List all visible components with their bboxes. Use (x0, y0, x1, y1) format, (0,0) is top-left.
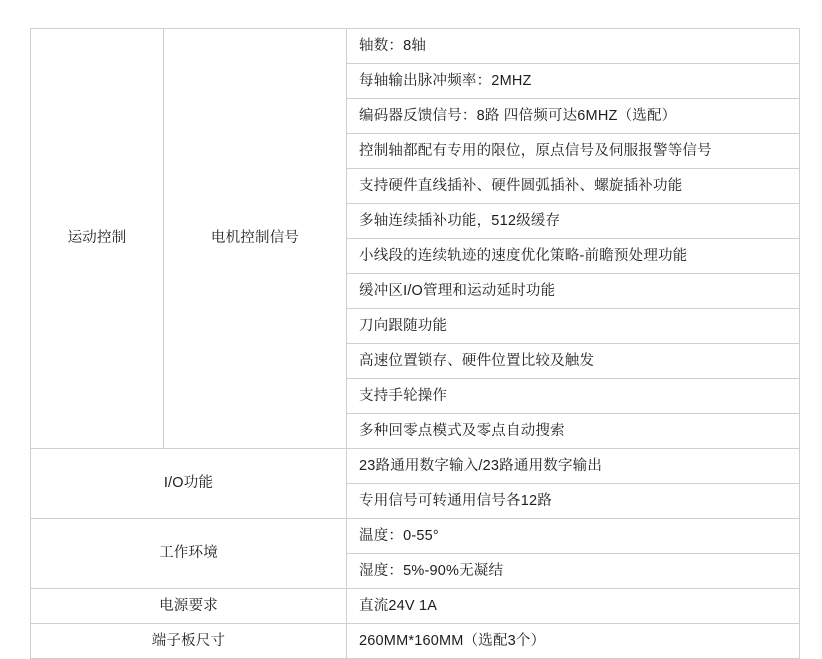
category-cell-io-function: I/O功能 (31, 449, 347, 519)
subcategory-cell-motor-control-signal: 电机控制信号 (164, 29, 347, 449)
spec-item: 控制轴都配有专用的限位，原点信号及伺服报警等信号 (347, 134, 800, 169)
table-row (31, 589, 800, 624)
table-row (31, 29, 800, 64)
specification-table (30, 28, 800, 659)
table-row (31, 624, 800, 659)
spec-item: 260MM*160MM（选配3个） (347, 624, 800, 659)
spec-item: 多种回零点模式及零点自动搜索 (347, 414, 800, 449)
spec-item: 支持手轮操作 (347, 379, 800, 414)
spec-item: 小线段的连续轨迹的速度优化策略-前瞻预处理功能 (347, 239, 800, 274)
category-cell-power-requirement: 电源要求 (31, 589, 347, 624)
table-body (31, 29, 800, 659)
spec-item: 23路通用数字输入/23路通用数字输出 (347, 449, 800, 484)
spec-item: 编码器反馈信号：8路 四倍频可达6MHZ（选配） (347, 99, 800, 134)
category-cell-working-environment: 工作环境 (31, 519, 347, 589)
spec-item: 多轴连续插补功能，512级缓存 (347, 204, 800, 239)
spec-item: 高速位置锁存、硬件位置比较及触发 (347, 344, 800, 379)
category-cell-motion-control: 运动控制 (31, 29, 164, 449)
spec-item: 湿度：5%-90%无凝结 (347, 554, 800, 589)
table-row (31, 519, 800, 554)
spec-item: 专用信号可转通用信号各12路 (347, 484, 800, 519)
spec-item: 温度：0-55° (347, 519, 800, 554)
table-row (31, 449, 800, 484)
spec-item: 直流24V 1A (347, 589, 800, 624)
spec-item: 刀向跟随功能 (347, 309, 800, 344)
spec-item: 缓冲区I/O管理和运动延时功能 (347, 274, 800, 309)
spec-item: 轴数：8轴 (347, 29, 800, 64)
spec-item: 支持硬件直线插补、硬件圆弧插补、螺旋插补功能 (347, 169, 800, 204)
spec-item: 每轴输出脉冲频率：2MHZ (347, 64, 800, 99)
category-cell-terminal-board-size: 端子板尺寸 (31, 624, 347, 659)
